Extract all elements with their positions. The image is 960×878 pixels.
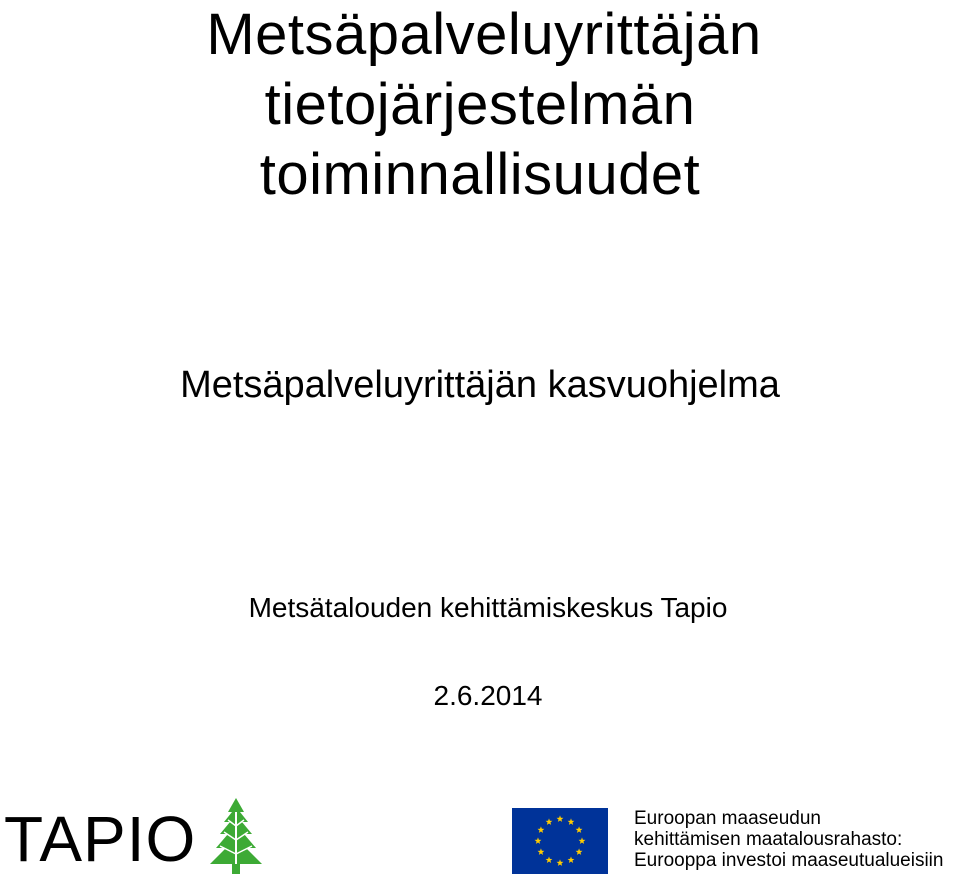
title-line-3: toiminnallisuudet [259, 142, 701, 207]
eu-flag-icon [512, 808, 608, 874]
eu-text-line-1: Euroopan maaseudun [634, 808, 821, 829]
eu-funding-text [634, 808, 943, 871]
eu-text-line-2: kehittämisen maatalousrahasto: [634, 829, 903, 850]
presentation-date: 2.6.2014 [433, 680, 543, 711]
title-line-1: Metsäpalveluyrittäjän [206, 2, 762, 67]
spruce-tree-icon [206, 798, 266, 874]
title-line-2: tietojärjestelmän [264, 72, 696, 137]
page-title [0, 0, 960, 210]
tapio-logo [0, 798, 270, 876]
eu-text-line-3: Eurooppa investoi maaseutualueisiin [634, 850, 944, 871]
tapio-wordmark: TAPIO [4, 803, 197, 875]
subtitle: Metsäpalveluyrittäjän kasvuohjelma [180, 364, 780, 406]
organization-name: Metsätalouden kehittämiskeskus Tapio [248, 592, 728, 623]
